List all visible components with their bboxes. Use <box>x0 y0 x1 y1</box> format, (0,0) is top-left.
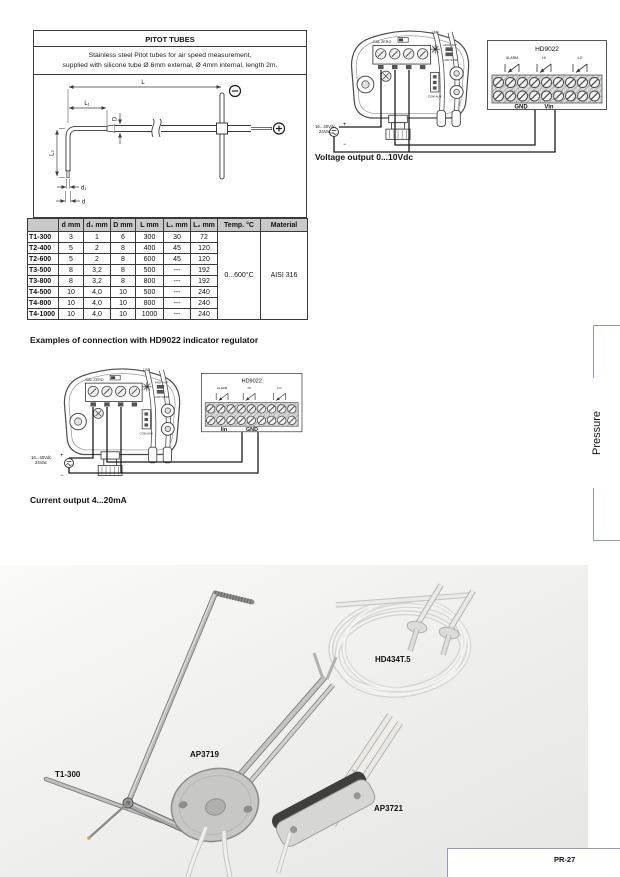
value-cell: 4,0 <box>84 287 111 298</box>
header-cell: Material <box>261 219 308 232</box>
value-cell: 192 <box>191 276 218 287</box>
photo-label-t1-300: T1-300 <box>55 770 81 779</box>
value-cell: 600 <box>136 254 164 265</box>
side-tab-pressure[interactable]: Pressure <box>591 410 603 456</box>
value-cell: 8 <box>111 276 136 287</box>
value-cell: 800 <box>136 276 164 287</box>
photo-hd434t5 <box>326 585 473 702</box>
product-photos <box>0 565 588 877</box>
value-cell: 4,0 <box>84 309 111 320</box>
value-cell: 1 <box>84 232 111 243</box>
description-line2: supplied with silicone tube Ø 6mm external, Ø 4mm internal, length 2m. <box>62 61 278 69</box>
header-cell: L mm <box>136 219 164 232</box>
value-cell: --- <box>164 309 191 320</box>
value-cell: 2 <box>84 243 111 254</box>
photo-label-hd434t5: HD434T.5 <box>375 655 411 664</box>
value-cell: 10 <box>111 309 136 320</box>
supply-voltage-line1: 16...40Vdc <box>315 124 336 129</box>
pitot-box-description <box>34 47 306 75</box>
model-cell: T1-300 <box>28 232 59 243</box>
connection-examples-heading: Examples of connection with HD9022 indicator regulator <box>30 335 259 345</box>
value-cell: 192 <box>191 265 218 276</box>
value-cell: 400 <box>136 243 164 254</box>
header-cell: Temp. °C <box>218 219 261 232</box>
header-cell: d mm <box>59 219 84 232</box>
supply-plus: + <box>60 453 64 459</box>
header-cell: d₁ mm <box>84 219 111 232</box>
footer-page-box <box>447 848 620 877</box>
value-cell: 8 <box>111 254 136 265</box>
current-output-wiring-diagram <box>25 355 330 495</box>
value-cell: --- <box>164 287 191 298</box>
photo-ap3719 <box>164 653 336 877</box>
model-cell: T2-400 <box>28 243 59 254</box>
terminal-label-iin: Iin <box>220 427 228 433</box>
supply-plus: + <box>343 122 347 128</box>
model-cell: T3-500 <box>28 265 59 276</box>
value-cell: 2 <box>84 254 111 265</box>
description-line1: Stainless steel Pitot tubes for air speed measurement, <box>88 52 252 59</box>
value-cell: 240 <box>191 309 218 320</box>
current-output-caption: Current output 4...20mA <box>30 495 127 505</box>
plus-port-icon <box>274 123 285 134</box>
value-cell: --- <box>164 265 191 276</box>
side-tab-bottom-bracket <box>593 488 620 541</box>
value-cell: 300 <box>136 232 164 243</box>
value-cell: 10 <box>111 287 136 298</box>
pitot-spec-table <box>27 218 308 320</box>
value-cell: 500 <box>136 287 164 298</box>
terminal-label-gnd: GND <box>245 427 259 433</box>
value-cell: 10 <box>59 309 84 320</box>
model-cell: T4-500 <box>28 287 59 298</box>
table-header-row <box>28 219 308 232</box>
model-cell: T4-1000 <box>28 309 59 320</box>
pitot-box-title: PITOT TUBES <box>34 31 306 47</box>
supply-minus: − <box>60 473 64 479</box>
value-cell: --- <box>164 276 191 287</box>
value-cell: 3,2 <box>84 265 111 276</box>
value-cell: 8 <box>59 265 84 276</box>
temp-range-cell: 0...600°C <box>218 232 261 320</box>
header-cell <box>28 219 59 232</box>
voltage-output-caption: Voltage output 0...10Vdc <box>315 152 414 162</box>
value-cell: 3,2 <box>84 276 111 287</box>
value-cell: 240 <box>191 298 218 309</box>
value-cell: 30 <box>164 232 191 243</box>
product-photo-area <box>0 565 588 877</box>
header-cell: D mm <box>111 219 136 232</box>
value-cell: 10 <box>111 298 136 309</box>
dim-label-L: L <box>141 80 145 86</box>
dim-label-D: D <box>112 116 119 122</box>
value-cell: 3 <box>59 232 84 243</box>
dim-label-d1: d₁ <box>81 185 87 192</box>
value-cell: 500 <box>136 265 164 276</box>
terminal-label-vin: Vin <box>544 104 554 111</box>
value-cell: 8 <box>111 243 136 254</box>
dim-label-L2: L₂ <box>49 150 56 156</box>
supply-voltage-line2: 24Vac <box>319 129 331 134</box>
value-cell: 72 <box>191 232 218 243</box>
model-cell: T2-600 <box>28 254 59 265</box>
value-cell: 240 <box>191 287 218 298</box>
value-cell: 1000 <box>136 309 164 320</box>
photo-label-ap3721: AP3721 <box>374 804 403 813</box>
value-cell: 10 <box>59 298 84 309</box>
value-cell: 120 <box>191 254 218 265</box>
value-cell: 5 <box>59 254 84 265</box>
value-cell: 5 <box>59 243 84 254</box>
model-cell: T4-800 <box>28 298 59 309</box>
value-cell: 8 <box>111 265 136 276</box>
dim-label-L1: L₁ <box>84 101 90 107</box>
minus-port-icon <box>230 86 241 97</box>
value-cell: 800 <box>136 298 164 309</box>
value-cell: 45 <box>164 254 191 265</box>
value-cell: 45 <box>164 243 191 254</box>
value-cell: 8 <box>59 276 84 287</box>
value-cell: 10 <box>59 287 84 298</box>
table-row <box>28 232 308 243</box>
value-cell: 120 <box>191 243 218 254</box>
value-cell: --- <box>164 298 191 309</box>
page-number: PR-27 <box>554 855 576 864</box>
header-cell: L₁ mm <box>164 219 191 232</box>
supply-voltage-line1: 16...40Vdc <box>31 455 52 460</box>
value-cell: 6 <box>111 232 136 243</box>
voltage-output-wiring-diagram: CAL ZERO LED HD9022 ALARM HI + − 16...40Vdc 24Vac GND Vin <box>310 20 615 160</box>
header-cell: L₂ mm <box>191 219 218 232</box>
photo-label-ap3719: AP3719 <box>190 750 219 759</box>
supply-minus: − <box>343 142 347 148</box>
side-tab-top-bracket <box>593 325 620 378</box>
terminal-label-gnd: GND <box>514 104 528 111</box>
value-cell: 4,0 <box>84 298 111 309</box>
dim-label-d: d <box>82 199 86 206</box>
pitot-tube-outline <box>66 95 272 178</box>
pitot-tube-dimension-drawing <box>33 75 307 218</box>
supply-voltage-line2: 24Vac <box>35 460 47 465</box>
material-cell: AISI 316 <box>261 232 308 320</box>
model-cell: T3-800 <box>28 276 59 287</box>
